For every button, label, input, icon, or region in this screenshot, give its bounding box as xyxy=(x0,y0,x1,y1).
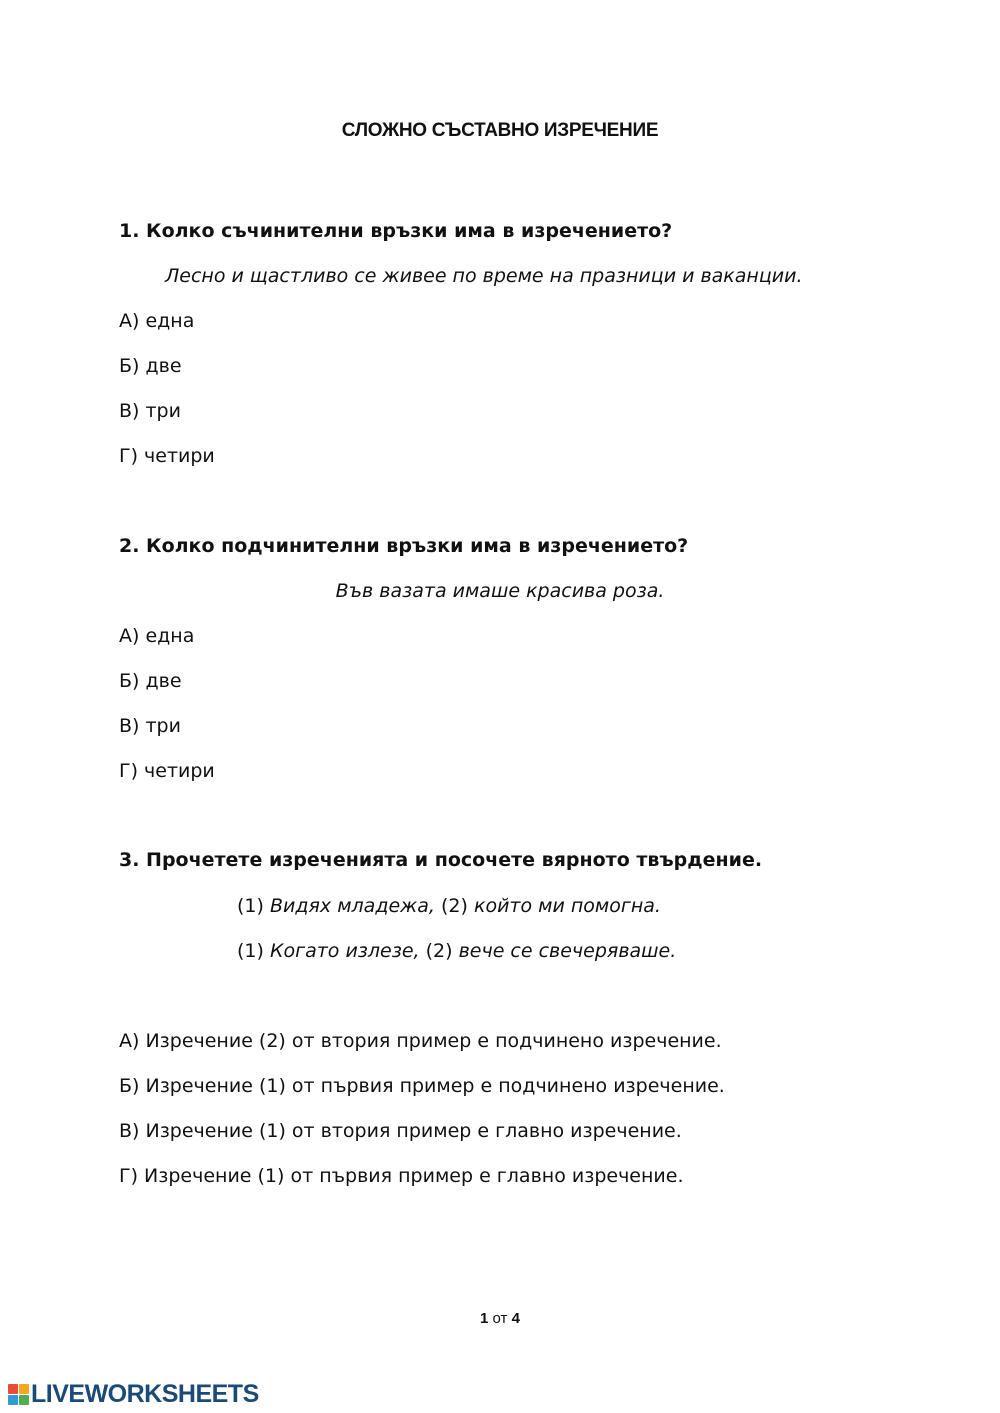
clause-number: (2) xyxy=(441,895,468,917)
logo-square xyxy=(19,1384,29,1394)
question-3-heading: 3. Прочетете изреченията и посочете вярното твърдение. xyxy=(119,849,763,871)
question-2-heading: 2. Колко подчинителни връзки има в изречението? xyxy=(119,535,689,557)
question-1-option-b[interactable]: Б) две xyxy=(119,355,182,377)
question-1-example: Лесно и щастливо се живее по време на празници и ваканции. xyxy=(165,265,803,287)
total-pages: 4 xyxy=(511,1310,520,1327)
question-1-option-c[interactable]: В) три xyxy=(119,400,181,422)
clause-number: (2) xyxy=(425,940,453,962)
question-2-example: Във вазата имаше красива роза. xyxy=(335,580,665,602)
question-3-option-c[interactable]: В) Изречение (1) от втория пример е главно изречение. xyxy=(119,1120,682,1142)
question-3-example-1 xyxy=(237,895,661,917)
question-2-option-d[interactable]: Г) четири xyxy=(119,760,215,782)
clause-text: Видях младежа, xyxy=(269,895,435,917)
clause-text: Когато излезе, xyxy=(269,940,420,962)
clause-text: вече се свечеряваше. xyxy=(458,940,677,962)
logo-mark-icon xyxy=(8,1384,29,1405)
page-separator: от xyxy=(492,1310,508,1327)
clause-number: (1) xyxy=(237,940,264,962)
logo-square xyxy=(8,1384,18,1394)
clause-text: който ми помогна. xyxy=(473,895,661,917)
liveworksheets-logo xyxy=(8,1380,259,1409)
logo-text: LIVEWORKSHEETS xyxy=(31,1380,259,1408)
logo-square xyxy=(8,1395,18,1405)
question-1-option-a[interactable]: А) една xyxy=(119,310,195,332)
question-3-example-2 xyxy=(237,940,676,962)
question-1-heading: 1. Колко съчинителни връзки има в изречението? xyxy=(119,220,673,242)
question-2-option-c[interactable]: В) три xyxy=(119,715,181,737)
question-2-option-a[interactable]: А) една xyxy=(119,625,195,647)
question-2-option-b[interactable]: Б) две xyxy=(119,670,182,692)
page-number xyxy=(0,1310,1000,1327)
question-3-option-b[interactable]: Б) Изречение (1) от първия пример е подчинено изречение. xyxy=(119,1075,725,1097)
page-title: СЛОЖНО СЪСТАВНО ИЗРЕЧЕНИЕ xyxy=(341,120,659,141)
current-page: 1 xyxy=(480,1310,489,1327)
question-3-option-d[interactable]: Г) Изречение (1) от първия пример е главно изречение. xyxy=(119,1165,684,1187)
question-3-option-a[interactable]: А) Изречение (2) от втория пример е подчинено изречение. xyxy=(119,1030,722,1052)
clause-number: (1) xyxy=(237,895,264,917)
question-1-option-d[interactable]: Г) четири xyxy=(119,445,215,467)
logo-square xyxy=(19,1395,29,1405)
